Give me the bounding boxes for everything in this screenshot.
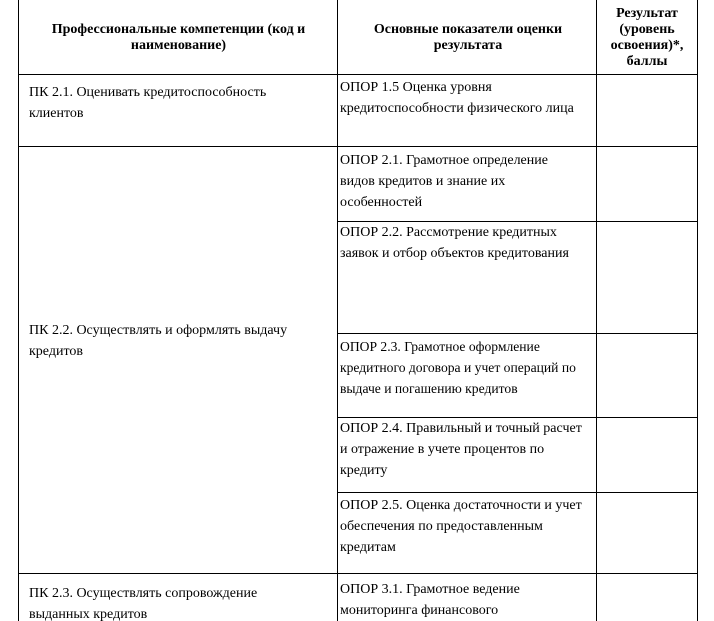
competence-cell: ПК 2.3. Осуществлять сопровождение выданных кредитов [29, 586, 258, 621]
result-cell[interactable] [600, 337, 694, 414]
result-cell[interactable] [600, 150, 694, 218]
competence-cell: ПК 2.1. Оценивать кредитоспособность клиентов [29, 85, 267, 121]
indicator-cell: ОПОР 2.2. Рассмотрение кредитных заявок и отбор объектов кредитования [340, 225, 569, 261]
indicator-cell: ОПОР 3.1. Грамотное ведение мониторинга финансового [340, 582, 520, 618]
result-cell[interactable] [600, 78, 694, 142]
indicator-cell: ОПОР 2.3. Грамотное оформление кредитного договора и учет операций по выдаче и погашению кредитов [340, 339, 576, 396]
competence-cell: ПК 2.2. Осуществлять и оформлять выдачу кредитов [29, 323, 288, 359]
table-border-right [697, 0, 698, 621]
indicator-cell: ОПОР 2.5. Оценка достаточности и учет обеспечения по предоставленным кредитам [340, 498, 582, 555]
header-result: Результат (уровень освоения)*, баллы [610, 6, 684, 69]
row-border [18, 146, 698, 147]
result-cell[interactable] [600, 577, 694, 617]
subrow-border [337, 333, 698, 334]
header-indicators: Основные показатели оценки результата [373, 22, 563, 53]
indicator-cell: ОПОР 2.1. Грамотное определение видов кредитов и знание их особенностей [340, 153, 548, 210]
column-divider-2 [596, 0, 597, 621]
indicator-cell: ОПОР 1.5 Оценка уровня кредитоспособности физического лица [340, 80, 574, 116]
column-divider-1 [337, 0, 338, 621]
subrow-border [337, 492, 698, 493]
result-cell[interactable] [600, 421, 694, 489]
header-bottom-border [18, 74, 698, 75]
row-border [18, 573, 698, 574]
header-competence: Профессиональные компетенции (код и наименование) [51, 22, 306, 53]
result-cell[interactable] [600, 225, 694, 330]
indicator-cell: ОПОР 2.4. Правильный и точный расчет и отражение в учете процентов по кредиту [340, 421, 582, 478]
result-cell[interactable] [600, 496, 694, 570]
table-border-left [18, 0, 19, 621]
